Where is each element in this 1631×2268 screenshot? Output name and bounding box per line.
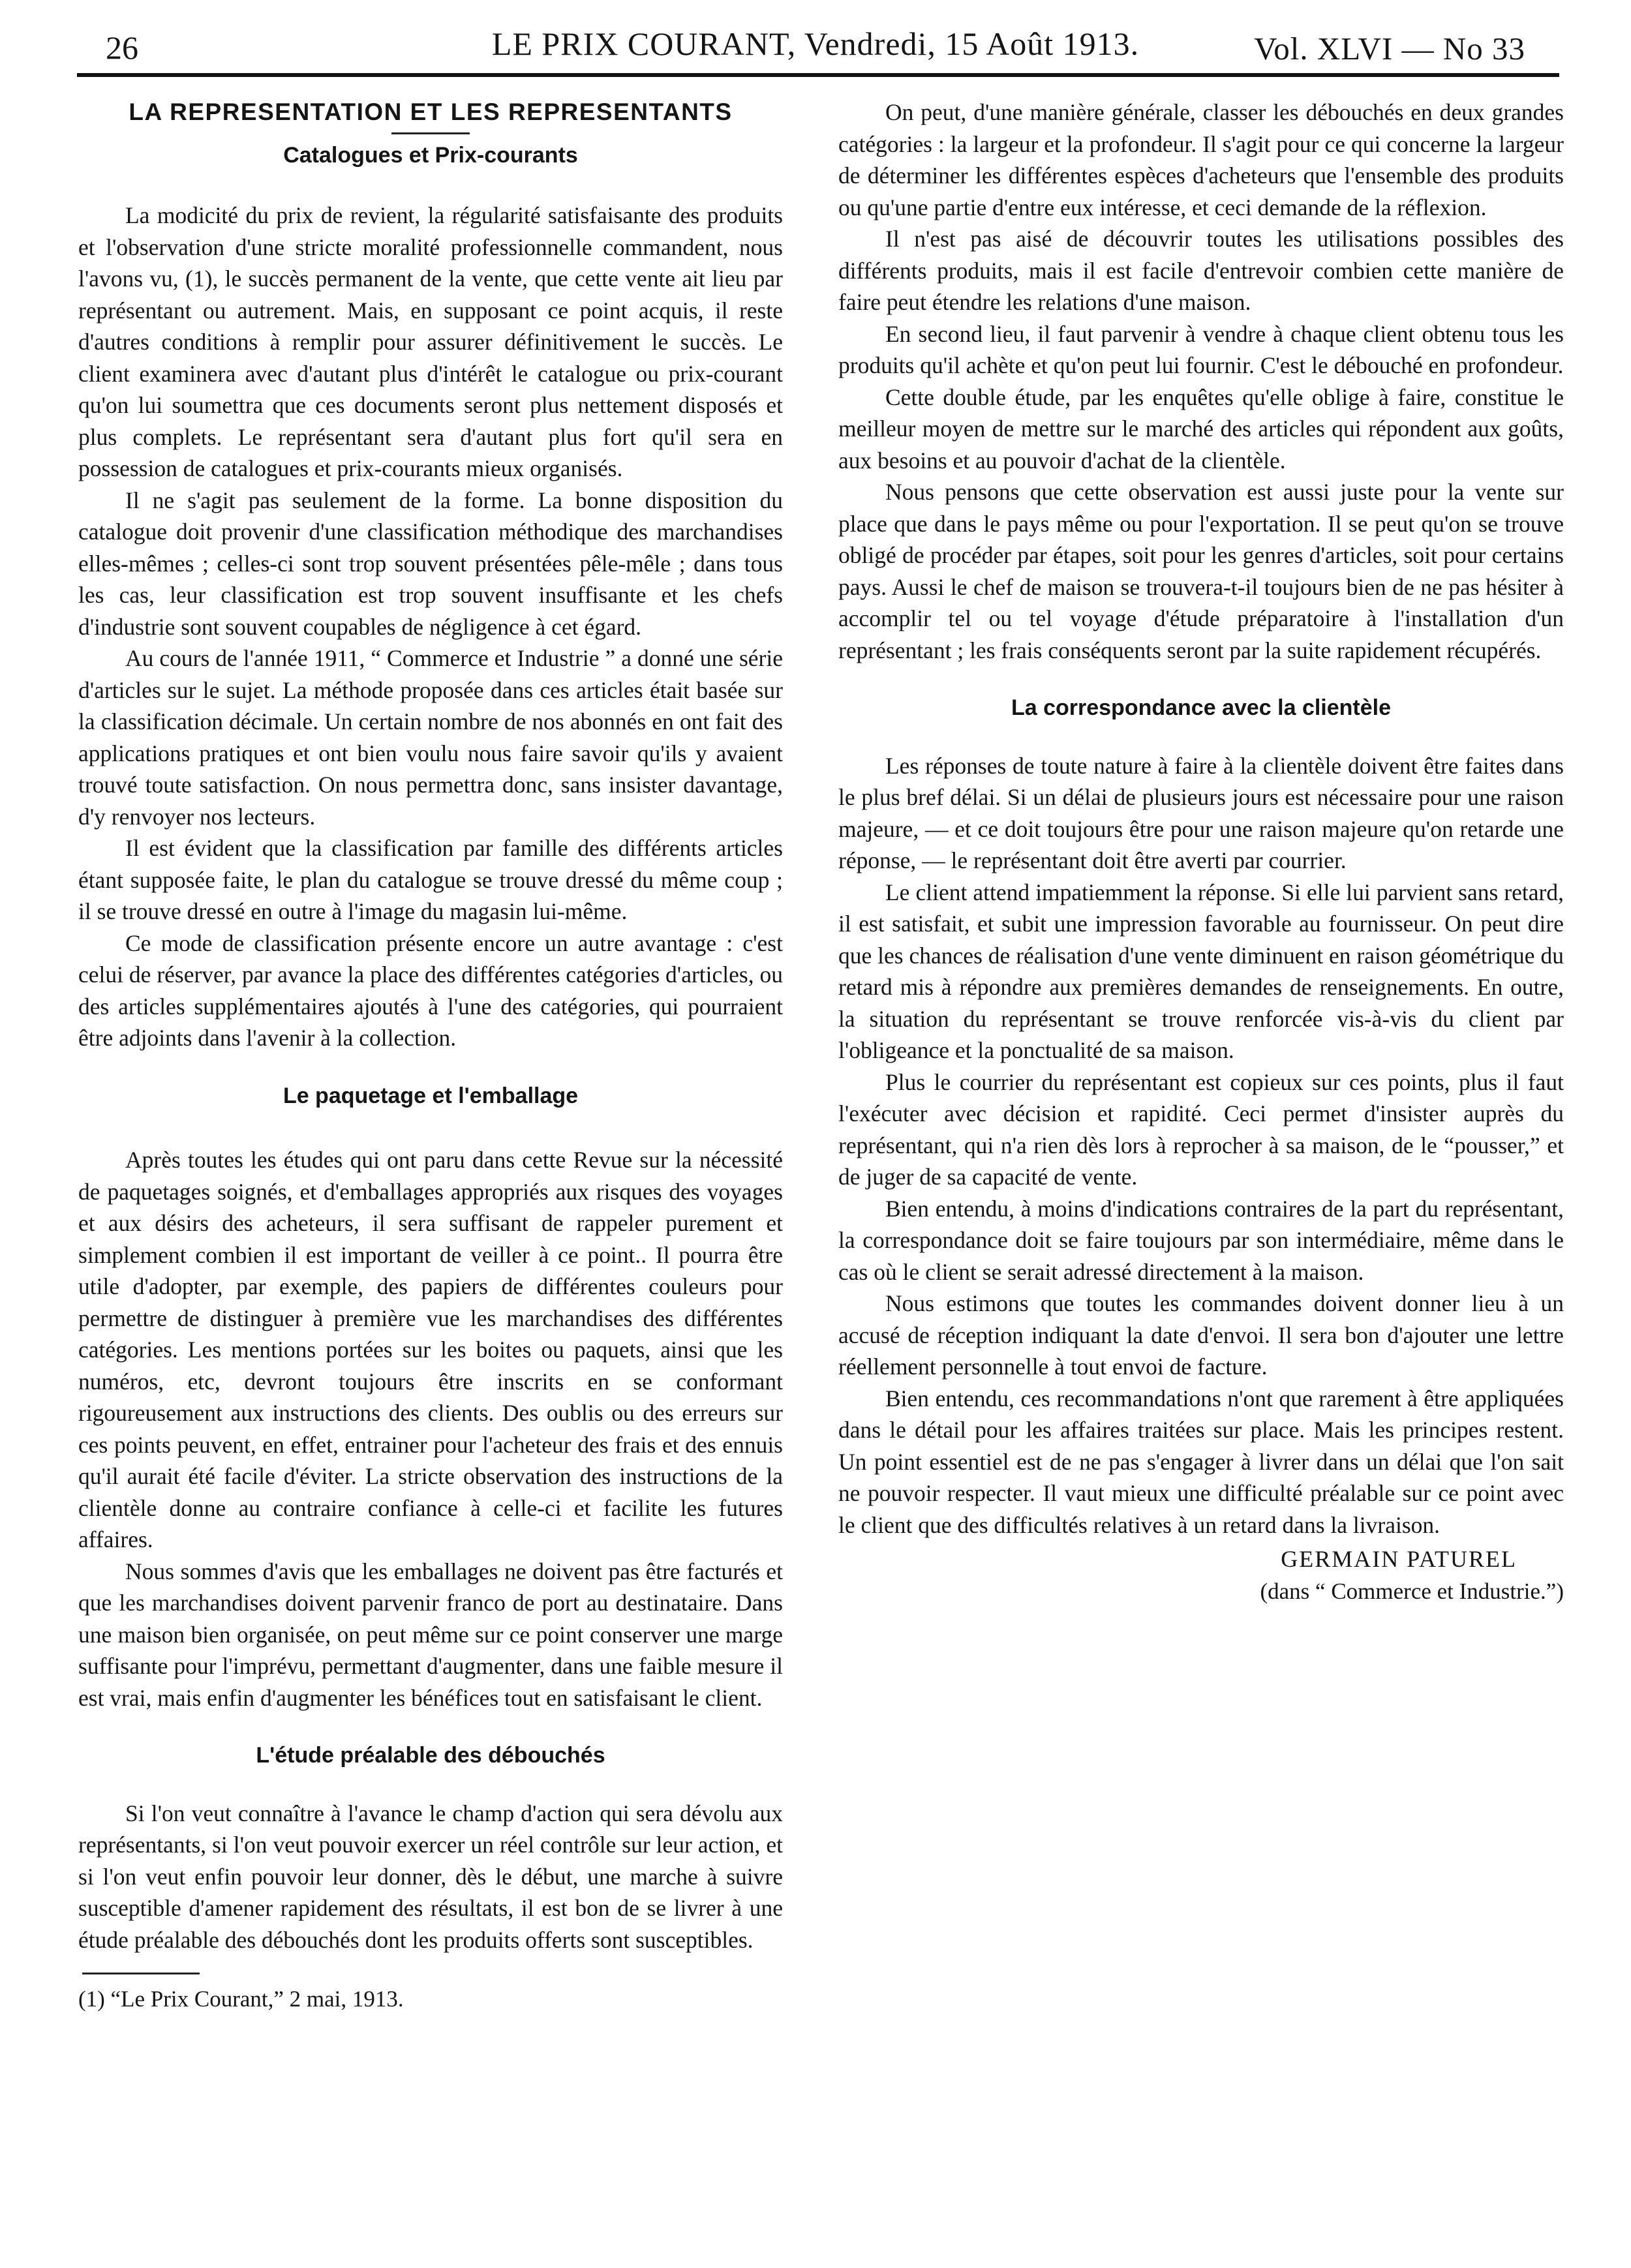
paragraph: Nous pensons que cette observation est aussi juste pour la vente sur place que dans le pays même ou pour l'exportation. Il se peut qu'on se trouve obligé de procéder par étapes, soit pour les genres d'articles, soit pour certains pays. Aussi le chef de maison se trouvera-t-il toujours bien de ne pas hésiter à accomplir tel ou tel voyage d'étude préparatoire à l'installation d'un représentant ; les frais conséquents seront par la suite rapidement récupérés. <box>838 479 1564 663</box>
volume-number: Vol. XLVI — No 33 <box>1254 31 1525 67</box>
article-source: (dans “ Commerce et Industrie.”) <box>1260 1578 1564 1604</box>
paragraph: La modicité du prix de revient, la régularité satisfaisante des produits et l'observation d'une stricte moralité professionnelle commandent, nous l'avons vu, (1), le succès permanent de la vente, que cette vente ait lieu par représentant ou autrement. Mais, en supposant ce point acquis, il reste d'autres conditions à remplir pour assurer définitivement le succès. Le client examinera avec d'autant plus d'intérêt le catalogue ou prix-courant qu'on lui soumettra que ces documents seront plus nettement disposés et plus complets. Le représentant sera d'autant plus fort qu'il sera en possession de catalogues et prix-courants mieux organisés. <box>78 202 783 481</box>
paragraph: Bien entendu, ces recommandations n'ont que rarement à être appliquées dans le détail pour les affaires traitées sur place. Mais les principes restent. Un point essentiel est de ne pas s'engager à livrer dans un délai que l'on sait ne pouvoir respecter. Il vaut mieux une difficulté préalable sur ce point avec le client que des difficultés relatives à un retard dans la livraison. <box>838 1385 1564 1538</box>
section-title-catalogues: Catalogues et Prix-courants <box>283 142 578 168</box>
paragraph: Le client attend impatiemment la réponse. Si elle lui parvient sans retard, il est satisfait, et subit une impression favorable au fournisseur. On peut dire que les chances de réalisation d'une vente diminuent en raison géométrique du retard mis à répondre aux premières demandes de renseignements. En outre, la situation du représentant se trouve renforcée vis-à-vis du client par l'obligeance et la ponctualité de sa maison. <box>838 879 1564 1063</box>
paragraph: Les réponses de toute nature à faire à la clientèle doivent être faites dans le plus bref délai. Si un délai de plusieurs jours est nécessaire pour une raison majeure, — et ce doit toujours être pour une raison majeure qu'on retarde une réponse, — le représentant doit être averti par courrier. <box>838 752 1564 873</box>
paragraph: On peut, d'une manière générale, classer les débouchés en deux grandes catégories : la largeur et la profondeur. Il s'agit pour ce qui concerne la largeur de déterminer les différentes espèces d'acheteurs que l'ensemble des produits ou qu'une partie d'entre eux intéresse, et ceci demande de la réflexion. <box>838 99 1564 220</box>
page-number: 26 <box>106 29 138 66</box>
paragraph: En second lieu, il faut parvenir à vendre à chaque client obtenu tous les produits qu'il achète et qu'on peut lui fournir. C'est le débouché en profondeur. <box>838 320 1564 378</box>
paragraph: Plus le courrier du représentant est copieux sur ces points, plus il faut l'exécuter avec décision et rapidité. Ceci permet d'insister auprès du représentant, qui n'a rien dès lors à reprocher à sa maison, de le “pousser,” et de juger de sa capacité de vente. <box>838 1068 1564 1190</box>
left-column <box>78 97 783 2016</box>
footnote: (1) “Le Prix Courant,” 2 mai, 1913. <box>78 1986 404 2012</box>
paragraph: Au cours de l'année 1911, “ Commerce et Industrie ” a donné une série d'articles sur le sujet. La méthode proposée dans ces articles était basée sur la classification décimale. Un certain nombre de nos abonnés en ont fait des applications pratiques et ont bien voulu nous faire savoir qu'ils y avaient trouvé toute satisfaction. On nous permettra donc, sans insister davantage, d'y renvoyer nos lecteurs. <box>78 645 783 830</box>
paragraph: Ce mode de classification présente encore un autre avantage : c'est celui de réserver, par avance la place des différentes catégories d'articles, ou des articles supplémentaires ajoutés à l'une des catégories, qui pourraient être adjoints dans l'avenir à la collection. <box>78 930 783 1051</box>
paragraph: Après toutes les études qui ont paru dans cette Revue sur la nécessité de paquetages soignés, et d'emballages appropriés aux risques des voyages et aux désirs des acheteurs, il sera suffisant de rappeler purement et simplement combien il est important de veiller à ce point.. Il pourra être utile d'adopter, par exemple, des papiers de différentes couleurs pour permettre de distinguer à première vue les marchandises des différentes catégories. Les mentions portées sur les boites ou paquets, ainsi que les numéros, etc, devront toujours être inscrits en se conformant rigoureusement aux instructions des clients. Des oublis ou des erreurs sur ces points peuvent, en effet, entrainer pour l'acheteur des frais et des ennuis qu'il aurait été facile d'éviter. La stricte observation des instructions de la clientèle donne au contraire confiance à celle-ci et facilite les futures affaires. <box>78 1147 783 1552</box>
paragraph: Il n'est pas aisé de découvrir toutes les utilisations possibles des différents produits, mais il est facile d'entrevoir combien cette manière de faire peut étendre les relations d'une maison. <box>838 226 1564 315</box>
paragraph: Nous sommes d'avis que les emballages ne doivent pas être facturés et que les marchandises doivent parvenir franco de port au destinataire. Dans une maison bien organisée, on peut même sur ce point conserver une marge suffisante pour l'imprévu, permettant d'augmenter, dans une faible mesure il est vrai, mais enfin d'augmenter les bénéfices tout en satisfaisant le client. <box>78 1558 783 1711</box>
section-title-correspondance: La correspondance avec la clientèle <box>1011 695 1392 720</box>
author-name: GERMAIN PATUREL <box>1281 1546 1517 1572</box>
section-title-paquetage: Le paquetage et l'emballage <box>282 1083 579 1108</box>
title-dash <box>391 132 470 134</box>
paragraph: Cette double étude, par les enquêtes qu'elle oblige à faire, constitue le meilleur moyen de mettre sur le marché des articles qui répondent aux goûts, aux besoins et au pouvoir d'achat de la clientèle. <box>838 384 1564 474</box>
publication-title: LE PRIX COURANT, Vendredi, 15 Août 1913. <box>491 25 1140 62</box>
paragraph: Nous estimons que toutes les commandes doivent donner lieu à un accusé de réception indiquant la date d'envoi. Il sera bon d'ajouter une lettre réellement personnelle à tout envoi de facture. <box>838 1290 1564 1380</box>
paragraph: Si l'on veut connaître à l'avance le champ d'action qui sera dévolu aux représentants, si l'on veut pouvoir exercer un réel contrôle sur leur action, et si l'on veut enfin pouvoir leur donner, dès le début, une marche à suivre susceptible d'amener rapidement des résultats, il est bon de se livrer à une étude préalable des débouchés dont les produits offerts sont susceptibles. <box>78 1800 783 1953</box>
section-title-debouches: L'étude préalable des débouchés <box>256 1743 605 1768</box>
paragraph: Il est évident que la classification par famille des différents articles étant supposée faite, le plan du catalogue se trouve dressé du même coup ; il se trouve dressé en outre à l'image du magasin lui-même. <box>78 835 783 924</box>
page-header <box>72 25 1559 77</box>
footnote-rule <box>82 1973 200 1974</box>
article-title: LA REPRESENTATION ET LES REPRESENTANTS <box>129 98 733 125</box>
paragraph: Il ne s'agit pas seulement de la forme. La bonne disposition du catalogue doit provenir d'une classification méthodique des marchandises elles-mêmes ; celles-ci sont trop souvent présentées pêle-mêle ; dans tous les cas, leur classification est trop souvent insuffisante et les chefs d'industrie sont souvent coupables de négligence à cet égard. <box>78 487 783 640</box>
header-rule <box>77 73 1559 77</box>
paragraph: Bien entendu, à moins d'indications contraires de la part du représentant, la correspondance doit se faire toujours par son intermédiaire, même dans le cas où le client se serait adressé directement à la maison. <box>838 1195 1564 1285</box>
signature-block <box>838 1543 1564 1607</box>
right-column <box>838 97 1564 1607</box>
